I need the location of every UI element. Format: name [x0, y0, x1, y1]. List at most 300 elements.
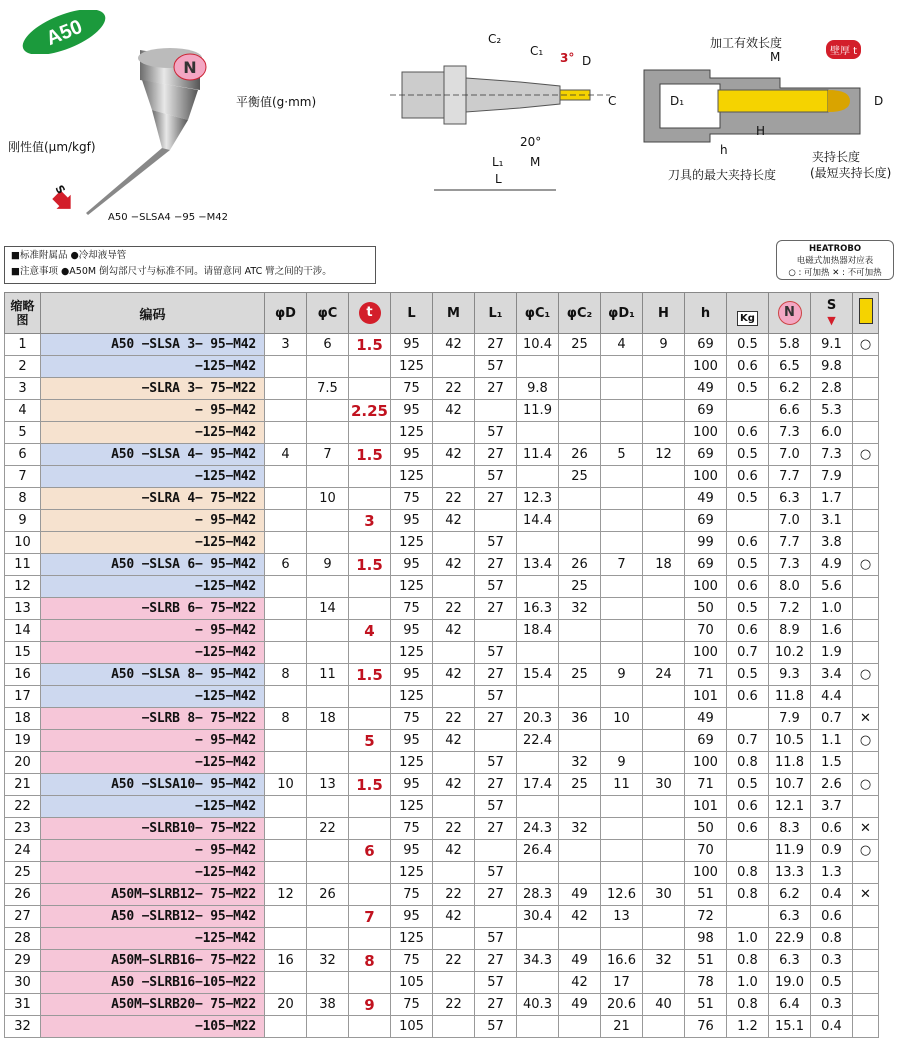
cell-no: 16: [5, 664, 41, 686]
cell-d1: [601, 488, 643, 510]
cell-d: [265, 598, 307, 620]
cell-c1: 10.4: [517, 334, 559, 356]
cell-code: −125−M42: [41, 356, 265, 378]
cell-l: 95: [391, 906, 433, 928]
cell-c1: [517, 1016, 559, 1038]
cell-n: 6.5: [769, 356, 811, 378]
cell-c: 7.5: [307, 378, 349, 400]
table-row: [5, 532, 879, 554]
cell-heat: [853, 532, 879, 554]
cell-no: 26: [5, 884, 41, 906]
cell-c1: [517, 532, 559, 554]
cell-c: 7: [307, 444, 349, 466]
cell-heat: [853, 862, 879, 884]
cell-code: A50M−SLRB16− 75−M22: [41, 950, 265, 972]
cell-c1: [517, 466, 559, 488]
cell-c2: [559, 422, 601, 444]
cell-d1: 9: [601, 664, 643, 686]
cell-kg: 0.8: [727, 862, 769, 884]
clamp-length-label: 夹持长度: [812, 150, 861, 164]
cell-d: [265, 972, 307, 994]
cell-d1: 7: [601, 554, 643, 576]
cell-c: [307, 796, 349, 818]
cell-s: 3.8: [811, 532, 853, 554]
table-row: [5, 466, 879, 488]
cell-n: 8.9: [769, 620, 811, 642]
cell-code: − 95−M42: [41, 730, 265, 752]
cell-n: 7.3: [769, 422, 811, 444]
cell-m: [433, 466, 475, 488]
cell-kg: 1.2: [727, 1016, 769, 1038]
cell-l: 95: [391, 510, 433, 532]
cell-d1: [601, 796, 643, 818]
cell-s: 0.3: [811, 950, 853, 972]
cell-h: [643, 972, 685, 994]
cell-d: [265, 576, 307, 598]
cell-c2: 32: [559, 598, 601, 620]
cell-c2: 49: [559, 884, 601, 906]
cell-m: 42: [433, 510, 475, 532]
cell-m: 22: [433, 378, 475, 400]
cell-no: 11: [5, 554, 41, 576]
cell-c1: 15.4: [517, 664, 559, 686]
cell-d: [265, 620, 307, 642]
cell-d1: [601, 620, 643, 642]
cell-kg: 0.8: [727, 994, 769, 1016]
cell-l: 125: [391, 356, 433, 378]
cell-d: [265, 510, 307, 532]
cell-n: 8.3: [769, 818, 811, 840]
cell-c: [307, 356, 349, 378]
cell-d1: [601, 466, 643, 488]
cell-l1: 27: [475, 818, 517, 840]
cell-c: 22: [307, 818, 349, 840]
cell-h: 98: [685, 928, 727, 950]
cell-h: [643, 422, 685, 444]
cell-c2: [559, 840, 601, 862]
cell-s: 0.7: [811, 708, 853, 730]
cell-s: 0.6: [811, 906, 853, 928]
table-row: [5, 686, 879, 708]
cell-c2: 25: [559, 334, 601, 356]
cell-heat: ○: [853, 774, 879, 796]
cell-c2: [559, 686, 601, 708]
weight-icon: Kg: [737, 311, 758, 326]
m-label: M: [530, 155, 541, 169]
cell-c: [307, 1016, 349, 1038]
cell-d: [265, 466, 307, 488]
cell-no: 21: [5, 774, 41, 796]
cell-s: 0.3: [811, 994, 853, 1016]
cell-h: 18: [643, 554, 685, 576]
cell-c1: 24.3: [517, 818, 559, 840]
cell-d1: 11: [601, 774, 643, 796]
cell-m: [433, 972, 475, 994]
table-row: [5, 488, 879, 510]
cell-n: 7.0: [769, 444, 811, 466]
cell-d: 20: [265, 994, 307, 1016]
cell-c: [307, 642, 349, 664]
table-row: [5, 576, 879, 598]
cell-heat: [853, 928, 879, 950]
cell-c1: 11.4: [517, 444, 559, 466]
cell-l1: 27: [475, 664, 517, 686]
cell-m: [433, 642, 475, 664]
cell-l1: 27: [475, 444, 517, 466]
n-balance-head-icon: N: [778, 301, 802, 325]
table-row: [5, 862, 879, 884]
cell-code: A50 −SLSA 6− 95−M42: [41, 554, 265, 576]
cell-d: [265, 928, 307, 950]
cell-h: [643, 532, 685, 554]
cell-h: 69: [685, 730, 727, 752]
table-row: [5, 598, 879, 620]
cell-no: 10: [5, 532, 41, 554]
cell-code: − 95−M42: [41, 510, 265, 532]
cell-d1: [601, 532, 643, 554]
cell-h: [643, 400, 685, 422]
cell-code: −125−M42: [41, 466, 265, 488]
cell-c1: [517, 796, 559, 818]
cell-m: 22: [433, 708, 475, 730]
cell-l1: 57: [475, 796, 517, 818]
rigidity-label: 刚性值(μm/kgf): [8, 140, 96, 154]
cell-n: 6.4: [769, 994, 811, 1016]
col-t-label: t: [359, 302, 381, 324]
cell-d1: 16.6: [601, 950, 643, 972]
cell-l: 105: [391, 1016, 433, 1038]
cell-l1: 27: [475, 598, 517, 620]
cell-c1: [517, 862, 559, 884]
cell-l: 75: [391, 488, 433, 510]
cell-d: [265, 400, 307, 422]
cell-c2: [559, 378, 601, 400]
cell-c1: [517, 928, 559, 950]
cell-c1: 18.4: [517, 620, 559, 642]
cell-code: − 95−M42: [41, 400, 265, 422]
cell-h: 100: [685, 422, 727, 444]
cell-l: 125: [391, 796, 433, 818]
cell-d1: 21: [601, 1016, 643, 1038]
cell-c2: 32: [559, 752, 601, 774]
cell-kg: 0.5: [727, 598, 769, 620]
cell-t: 1.5: [349, 444, 391, 466]
cell-kg: [727, 510, 769, 532]
cell-s: 0.9: [811, 840, 853, 862]
cell-kg: 0.5: [727, 664, 769, 686]
cell-heat: [853, 994, 879, 1016]
cell-heat: [853, 752, 879, 774]
cell-c: 38: [307, 994, 349, 1016]
notes-box: [4, 246, 376, 284]
cell-t: 8: [349, 950, 391, 972]
s-arrow-icon: ▼: [827, 314, 836, 327]
cell-c1: 40.3: [517, 994, 559, 1016]
cell-h: 50: [685, 818, 727, 840]
cell-c: [307, 532, 349, 554]
cell-c1: 13.4: [517, 554, 559, 576]
cell-h: [643, 598, 685, 620]
cell-n: 10.2: [769, 642, 811, 664]
cell-h: 49: [685, 708, 727, 730]
heatrobo-legend-text: ○ : 可加热 ✕ : 不可加热: [788, 268, 882, 278]
cell-c2: [559, 488, 601, 510]
cell-h: 51: [685, 994, 727, 1016]
cell-l: 95: [391, 664, 433, 686]
d-label: D: [582, 54, 592, 68]
cell-n: 6.2: [769, 884, 811, 906]
cell-c2: [559, 796, 601, 818]
cell-n: 7.7: [769, 466, 811, 488]
cell-c: [307, 576, 349, 598]
cell-c: [307, 972, 349, 994]
cell-t: 1.5: [349, 554, 391, 576]
cell-kg: 0.5: [727, 488, 769, 510]
cell-d1: [601, 422, 643, 444]
cell-no: 1: [5, 334, 41, 356]
cell-no: 22: [5, 796, 41, 818]
h-lower-label: h: [720, 143, 728, 157]
col-code: 编码: [41, 293, 265, 334]
cell-no: 2: [5, 356, 41, 378]
cell-c1: 12.3: [517, 488, 559, 510]
cell-c: [307, 510, 349, 532]
cell-h: [643, 620, 685, 642]
cell-m: 22: [433, 884, 475, 906]
cell-n: 7.0: [769, 510, 811, 532]
cell-c1: [517, 356, 559, 378]
cell-t: [349, 686, 391, 708]
cell-no: 13: [5, 598, 41, 620]
cell-n: 11.8: [769, 686, 811, 708]
cell-l: 95: [391, 554, 433, 576]
cell-m: 22: [433, 818, 475, 840]
col-d1: φD₁: [601, 293, 643, 334]
cell-code: −SLRB 8− 75−M22: [41, 708, 265, 730]
cell-h: [643, 642, 685, 664]
cell-m: [433, 862, 475, 884]
cell-s: 3.1: [811, 510, 853, 532]
table-row: [5, 510, 879, 532]
cell-l: 95: [391, 444, 433, 466]
cell-d: [265, 378, 307, 400]
col-heat: [853, 293, 879, 334]
cell-t: [349, 752, 391, 774]
cell-m: 22: [433, 488, 475, 510]
cell-h: 49: [685, 488, 727, 510]
cell-kg: 0.7: [727, 730, 769, 752]
col-c1: φC₁: [517, 293, 559, 334]
cell-s: 4.9: [811, 554, 853, 576]
cell-d1: 17: [601, 972, 643, 994]
c-label: C: [608, 94, 617, 108]
table-row: [5, 972, 879, 994]
s-mark: S: [52, 182, 68, 197]
cell-l1: 27: [475, 378, 517, 400]
cell-c: [307, 620, 349, 642]
cell-l1: 27: [475, 708, 517, 730]
cell-l: 95: [391, 730, 433, 752]
cell-m: 22: [433, 994, 475, 1016]
cell-l1: 27: [475, 950, 517, 972]
cell-h: 101: [685, 796, 727, 818]
cell-s: 5.6: [811, 576, 853, 598]
cell-code: − 95−M42: [41, 620, 265, 642]
cell-kg: 1.0: [727, 928, 769, 950]
heatrobo-icon: [859, 298, 873, 324]
cell-h: [643, 510, 685, 532]
cell-d: 8: [265, 708, 307, 730]
cell-h: 49: [685, 378, 727, 400]
cell-t: [349, 1016, 391, 1038]
cell-c: 18: [307, 708, 349, 730]
cell-heat: ○: [853, 730, 879, 752]
cell-kg: 1.0: [727, 972, 769, 994]
cell-c1: 34.3: [517, 950, 559, 972]
cell-l: 75: [391, 950, 433, 972]
cell-heat: [853, 796, 879, 818]
cell-t: [349, 422, 391, 444]
cell-c2: [559, 730, 601, 752]
cell-h: [643, 730, 685, 752]
cell-code: A50 −SLSA10− 95−M42: [41, 774, 265, 796]
cell-t: [349, 466, 391, 488]
cell-c1: [517, 972, 559, 994]
cell-h: [643, 1016, 685, 1038]
cell-code: A50 −SLRB16−105−M22: [41, 972, 265, 994]
caution-text: ●A50M 倒勾部尺寸与标准不同。请留意同 ATC 臂之间的干涉。: [61, 266, 332, 277]
cell-no: 5: [5, 422, 41, 444]
cell-h: 69: [685, 510, 727, 532]
cell-s: 3.4: [811, 664, 853, 686]
table-row: [5, 928, 879, 950]
cell-h: [643, 708, 685, 730]
cell-c1: 14.4: [517, 510, 559, 532]
cell-d1: [601, 400, 643, 422]
cell-m: 42: [433, 664, 475, 686]
cell-t: 4: [349, 620, 391, 642]
cell-c2: 25: [559, 664, 601, 686]
cell-no: 28: [5, 928, 41, 950]
cell-no: 20: [5, 752, 41, 774]
cell-c: [307, 730, 349, 752]
cell-l: 95: [391, 620, 433, 642]
table-row: [5, 730, 879, 752]
cell-heat: [853, 510, 879, 532]
cell-c1: 30.4: [517, 906, 559, 928]
l-label: L: [495, 172, 502, 186]
cell-c2: 32: [559, 818, 601, 840]
cell-m: [433, 422, 475, 444]
cell-kg: 0.6: [727, 356, 769, 378]
cell-c1: [517, 576, 559, 598]
cell-h: 71: [685, 774, 727, 796]
cell-heat: ✕: [853, 818, 879, 840]
tool-holder-photo: [80, 30, 250, 230]
cell-c: [307, 466, 349, 488]
cell-h: 100: [685, 642, 727, 664]
cell-c1: 28.3: [517, 884, 559, 906]
cell-c2: [559, 510, 601, 532]
cell-d: [265, 818, 307, 840]
d1-label: D₁: [670, 94, 685, 108]
cell-l: 125: [391, 466, 433, 488]
cell-d1: [601, 510, 643, 532]
cell-h: [643, 928, 685, 950]
table-row: [5, 334, 879, 356]
cell-n: 9.3: [769, 664, 811, 686]
cell-d: [265, 752, 307, 774]
cell-s: 2.6: [811, 774, 853, 796]
cell-no: 31: [5, 994, 41, 1016]
cell-kg: 0.5: [727, 774, 769, 796]
cell-kg: 0.7: [727, 642, 769, 664]
cell-kg: 0.5: [727, 378, 769, 400]
cell-d1: [601, 378, 643, 400]
cell-l1: 57: [475, 642, 517, 664]
cell-heat: [853, 642, 879, 664]
cell-kg: 0.6: [727, 796, 769, 818]
cell-d: [265, 488, 307, 510]
cell-c2: [559, 532, 601, 554]
cell-n: 11.8: [769, 752, 811, 774]
cell-l: 125: [391, 532, 433, 554]
cell-t: 1.5: [349, 334, 391, 356]
cell-heat: [853, 972, 879, 994]
cell-c: 26: [307, 884, 349, 906]
cell-heat: [853, 950, 879, 972]
cell-l: 75: [391, 884, 433, 906]
cell-d1: [601, 840, 643, 862]
cell-c2: [559, 356, 601, 378]
cell-s: 6.0: [811, 422, 853, 444]
cell-m: 42: [433, 334, 475, 356]
cell-m: [433, 686, 475, 708]
cell-l1: 57: [475, 466, 517, 488]
cell-no: 4: [5, 400, 41, 422]
cell-heat: [853, 906, 879, 928]
wall-thickness-badge: 壁厚 t: [826, 40, 861, 59]
cell-code: A50M−SLRB12− 75−M22: [41, 884, 265, 906]
cell-d: [265, 532, 307, 554]
cell-heat: ○: [853, 334, 879, 356]
cell-l1: 57: [475, 422, 517, 444]
cell-c1: 26.4: [517, 840, 559, 862]
cell-no: 15: [5, 642, 41, 664]
cell-c2: 49: [559, 950, 601, 972]
cell-l1: 57: [475, 356, 517, 378]
cell-h: 9: [643, 334, 685, 356]
cell-c2: 25: [559, 774, 601, 796]
col-s: [811, 293, 853, 334]
cell-h: 40: [643, 994, 685, 1016]
cell-c: [307, 928, 349, 950]
cell-t: [349, 884, 391, 906]
heatrobo-subtitle: 电磁式加热器对应表: [796, 256, 874, 266]
cell-l: 125: [391, 576, 433, 598]
col-c2: φC₂: [559, 293, 601, 334]
cell-m: [433, 576, 475, 598]
holder-dimension-diagram: [390, 30, 630, 200]
cell-heat: ✕: [853, 884, 879, 906]
cell-code: A50M−SLRB20− 75−M22: [41, 994, 265, 1016]
cell-no: 6: [5, 444, 41, 466]
svg-text:A50: A50: [43, 15, 86, 51]
cell-heat: [853, 422, 879, 444]
cell-h: [643, 796, 685, 818]
cell-h: 50: [685, 598, 727, 620]
cell-t: [349, 576, 391, 598]
